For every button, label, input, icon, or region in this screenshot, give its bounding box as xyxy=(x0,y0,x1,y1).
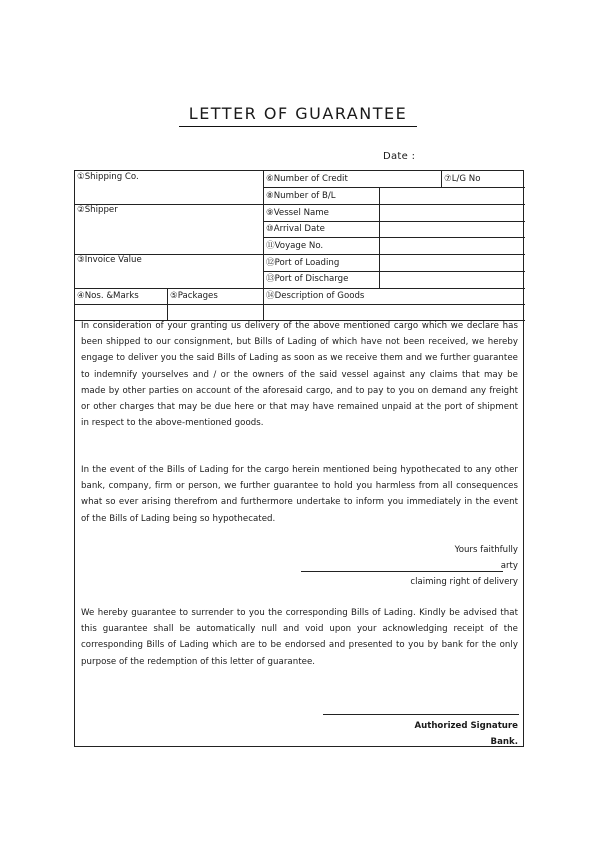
row-divider xyxy=(75,288,525,289)
invoice-value-label: ③Invoice Value xyxy=(77,255,142,265)
vessel-name-label: ⑨Vessel Name xyxy=(266,208,329,218)
lg-no-label: ⑦L/G No xyxy=(444,174,481,184)
nos-marks-label: ④Nos. &Marks xyxy=(77,291,139,301)
column-divider xyxy=(167,288,168,320)
row-divider xyxy=(263,271,525,272)
title-underline xyxy=(179,126,417,127)
hypothecation-paragraph: In the event of the Bills of Lading for the cargo herein mentioned being hypothecated to any other bank, company, firm or person, we further guarantee to hold you harmless from all consequences what so ever arising therefrom and furthermore undertake to inform you immediately in the event of the Bills of Lading being so hypothecated. xyxy=(81,465,518,524)
packages-label: ⑤Packages xyxy=(170,291,218,301)
party-suffix: arty xyxy=(500,561,518,571)
row-divider xyxy=(263,221,525,222)
bank-label: Bank. xyxy=(490,737,518,747)
column-divider xyxy=(441,171,442,187)
number-of-credit-label: ⑥Number of Credit xyxy=(266,174,348,184)
port-of-loading-label: ⑫Port of Loading xyxy=(266,258,340,268)
indemnity-paragraph: In consideration of your granting us delivery of the above mentioned cargo which we declare has been shipped to our consignment, but Bills of Lading of which have not been received, we hereby engage to deliver you the said Bills of Lading as soon as we receive them and we further guarantee to indemnify yourselves and / or the owners of the said vessel against any claims that may be made by other parties on account of the aforesaid cargo, and to pay to you on demand any freight or other charges that may be due here or that may have remained unpaid at the port of shipment in respect to the above-mentioned goods. xyxy=(81,321,518,429)
column-divider xyxy=(263,171,264,320)
row-divider xyxy=(75,204,525,205)
yours-faithfully: Yours faithfully xyxy=(454,545,518,555)
arrival-date-label: ⑩Arrival Date xyxy=(266,224,325,234)
voyage-no-label: ⑪Voyage No. xyxy=(266,241,324,251)
document-title: LETTER OF GUARANTEE xyxy=(188,104,408,123)
authorized-signature-line xyxy=(323,714,519,715)
column-divider xyxy=(379,187,380,288)
row-divider xyxy=(263,187,525,188)
port-of-discharge-label: ⑬Port of Discharge xyxy=(266,274,349,284)
row-divider xyxy=(75,304,525,305)
shipping-co-label: ①Shipping Co. xyxy=(77,172,139,182)
surrender-paragraph: We hereby guarantee to surrender to you the corresponding Bills of Lading. Kindly be advised that this guarantee shall be automatically null and void upon your acknowledging receipt of the corresponding Bills of Lading which are to be endorsed and presented to you by bank for the only purpose of the redemption of this letter of guarantee. xyxy=(81,608,518,667)
number-of-bl-label: ⑧Number of B/L xyxy=(266,191,336,201)
party-signature-line xyxy=(301,571,503,572)
claiming-right-of-delivery: claiming right of delivery xyxy=(410,577,518,587)
authorized-signature-label: Authorized Signature xyxy=(414,721,518,731)
date-label: Date : xyxy=(383,151,416,162)
description-of-goods-label: ⑭Description of Goods xyxy=(266,291,365,301)
row-divider xyxy=(263,237,525,238)
row-divider xyxy=(75,254,525,255)
shipper-label: ②Shipper xyxy=(77,205,118,215)
